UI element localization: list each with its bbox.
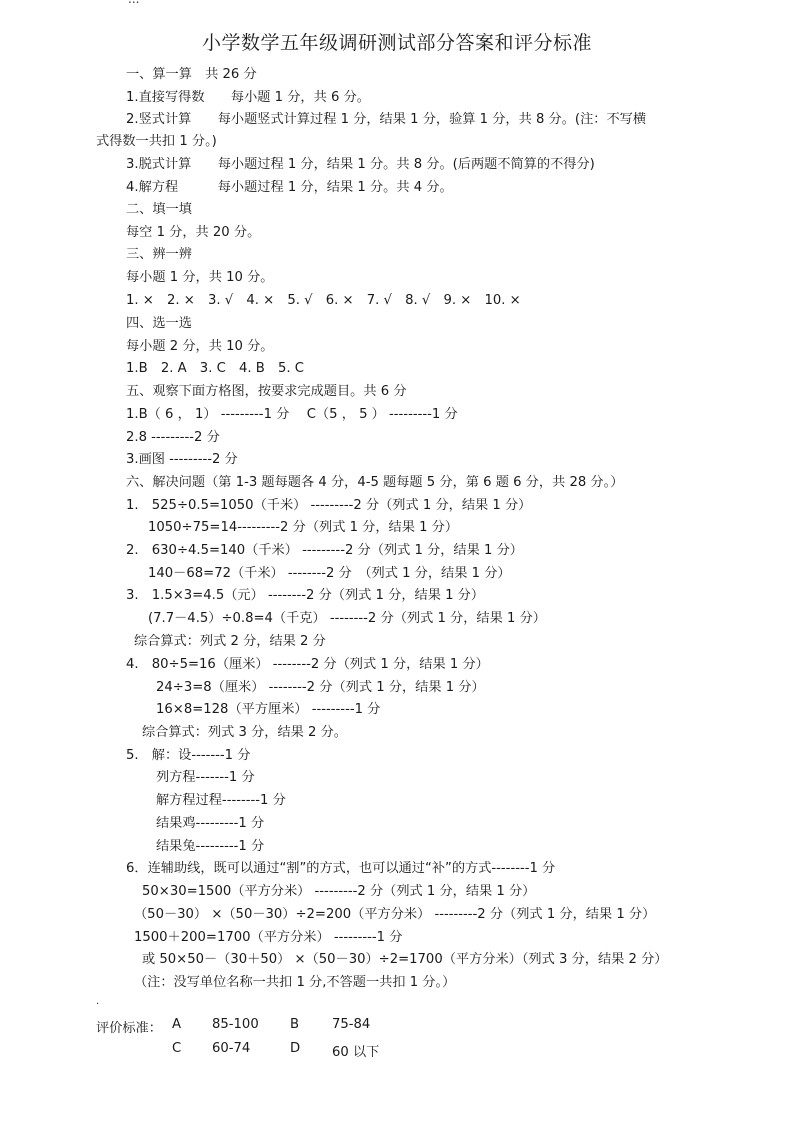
text-line: 5. 解：设-------1 分 — [126, 748, 251, 763]
text-line: 4. 80÷5=16（厘米） --------2 分（列式 1 分，结果 1 分） — [126, 657, 489, 672]
page-title: 小学数学五年级调研测试部分答案和评分标准 — [201, 32, 592, 54]
text-line: 1050÷75=14---------2 分（列式 1 分，结果 1 分） — [148, 520, 459, 535]
text-line: 二、填一填 — [126, 202, 192, 217]
evaluation-range: 60 以下 — [332, 1045, 380, 1060]
text-line: 3.画图 ---------2 分 — [126, 452, 238, 467]
text-line: 4.解方程 每小题过程 1 分，结果 1 分。共 4 分。 — [126, 180, 453, 195]
text-line: 每小题 1 分，共 10 分。 — [126, 270, 274, 285]
evaluation-grade: B — [290, 1017, 300, 1032]
text-line: 一、算一算 共 26 分 — [126, 67, 257, 82]
text-line: 2. 630÷4.5=140（千米） ---------2 分（列式 1 分，结果 1 分） — [126, 543, 523, 558]
top-mark — [128, 0, 139, 6]
text-line: 结果鸡---------1 分 — [156, 816, 265, 831]
evaluation-label: 评价标准： — [96, 1021, 162, 1036]
text-line: （注：没写单位名称一共扣 1 分,不答题一共扣 1 分。） — [134, 975, 456, 990]
text-line: 1500＋200=1700（平方分米） ---------1 分 — [134, 930, 403, 945]
evaluation-range: 75-84 — [332, 1017, 371, 1032]
text-line: 每小题 2 分，共 10 分。 — [126, 339, 274, 354]
text-line: 综合算式：列式 3 分，结果 2 分。 — [142, 725, 347, 740]
text-line: 1.B（ 6 ， 1） ---------1 分 C（5 ， 5 ） ---------1 分 — [126, 407, 458, 422]
text-line: 综合算式：列式 2 分，结果 2 分 — [134, 634, 326, 649]
text-line: 五、观察下面方格图，按要求完成题目。共 6 分 — [126, 384, 407, 399]
text-line: 6．连辅助线，既可以通过“割”的方式，也可以通过“补”的方式--------1 分 — [126, 861, 556, 876]
text-line: 列方程-------1 分 — [156, 770, 255, 785]
text-line: 3. 1.5×3=4.5（元） --------2 分（列式 1 分，结果 1 分） — [126, 588, 485, 603]
text-line: 1. 525÷0.5=1050（千米） ---------2 分（列式 1 分，结果 1 分） — [126, 498, 532, 513]
text-line: 1. × 2. × 3. √ 4. × 5. √ 6. × 7. √ 8. √ 9. × 10. × — [126, 293, 521, 308]
text-line: 或 50×50－（30＋50） ×（50－30）÷2=1700（平方分米）（列式 3 分，结果 2 分） — [142, 952, 668, 967]
text-line: 16×8=128（平方厘米） ---------1 分 — [156, 702, 381, 717]
text-line: 1.直接写得数 每小题 1 分，共 6 分。 — [126, 90, 370, 105]
evaluation-range: 60-74 — [212, 1041, 251, 1056]
stray-dot: . — [96, 996, 100, 1007]
text-line: (7.7－4.5）÷0.8=4（千克） --------2 分（列式 1 分，结果 1 分） — [148, 611, 546, 626]
text-line: 解方程过程--------1 分 — [156, 793, 286, 808]
text-line: 四、选一选 — [126, 316, 192, 331]
text-line: 2.竖式计算 每小题竖式计算过程 1 分，结果 1 分，验算 1 分，共 8 分。(注：不写横 — [126, 112, 647, 127]
text-line: 2.8 ---------2 分 — [126, 430, 220, 445]
text-line: 三、辨一辨 — [126, 247, 192, 262]
text-line: 结果兔---------1 分 — [156, 839, 265, 854]
text-line: 式得数一共扣 1 分。) — [96, 134, 217, 149]
text-line: 50×30=1500（平方分米） ---------2 分（列式 1 分，结果 1 分） — [142, 884, 536, 899]
text-line: 140－68=72（千米） --------2 分 （列式 1 分，结果 1 分） — [148, 566, 511, 581]
text-line: 24÷3=8（厘米） --------2 分（列式 1 分，结果 1 分） — [156, 680, 485, 695]
evaluation-grade: A — [172, 1017, 182, 1032]
text-line: 1.B 2. A 3. C 4. B 5. C — [126, 361, 304, 376]
text-line: 六、解决问题（第 1-3 题每题各 4 分，4-5 题每题 5 分，第 6 题 6 分，共 28 分。） — [126, 475, 624, 490]
evaluation-range: 85-100 — [212, 1017, 259, 1032]
evaluation-grade: D — [290, 1041, 301, 1056]
evaluation-grade: C — [172, 1041, 182, 1056]
text-line: 3.脱式计算 每小题过程 1 分，结果 1 分。共 8 分。(后两题不简算的不得分) — [126, 157, 595, 172]
text-line: （50－30） ×（50－30）÷2=200（平方分米） ---------2 分（列式 1 分，结果 1 分） — [134, 907, 656, 922]
text-line: 每空 1 分，共 20 分。 — [126, 225, 261, 240]
